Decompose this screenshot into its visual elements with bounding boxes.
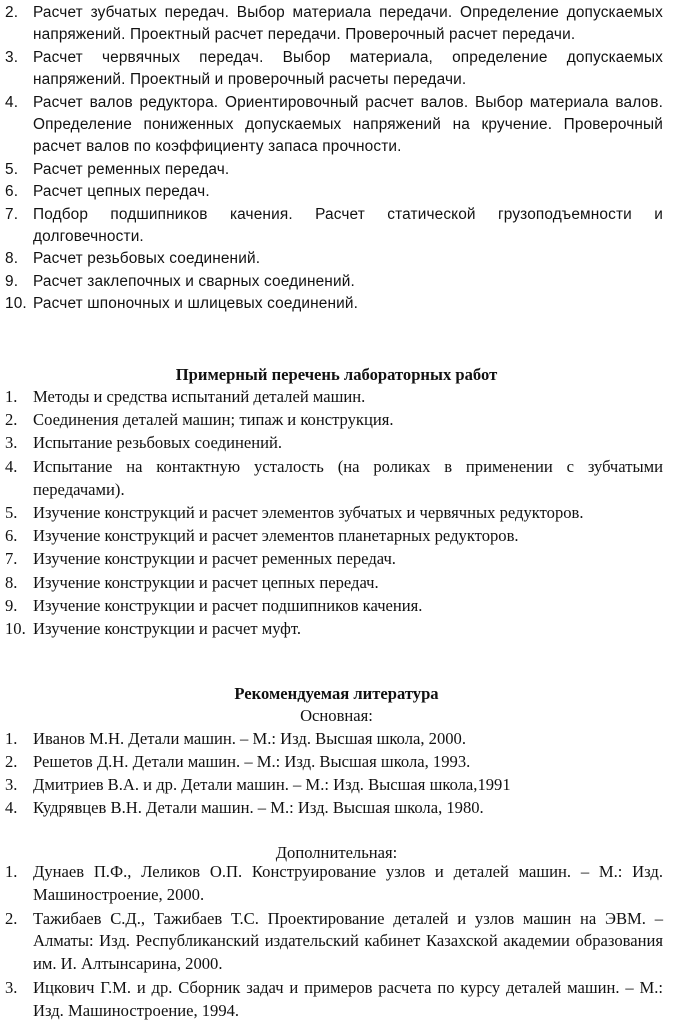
item-number: 3. — [5, 48, 19, 66]
item-number: 4. — [5, 798, 18, 817]
item-number: 1. — [5, 862, 18, 881]
list-item — [0, 594, 673, 617]
item-number: 9. — [5, 272, 19, 290]
list-item — [0, 796, 673, 819]
item-text: Изучение конструкции и расчет подшипников качения. — [33, 595, 423, 615]
additional-literature-heading: Дополнительная: — [275, 843, 398, 862]
list-item — [0, 47, 673, 92]
list-item — [0, 2, 673, 47]
item-number: 7. — [5, 205, 19, 223]
list-item — [0, 159, 673, 181]
item-text: Решетов Д.Н. Детали машин. – М.: Изд. Высшая школа, 1993. — [33, 752, 471, 771]
list-item — [0, 908, 673, 976]
item-number: 5. — [5, 160, 19, 178]
list-item — [0, 248, 673, 270]
item-number: 1. — [5, 729, 18, 748]
list-item — [0, 501, 673, 524]
item-number: 6. — [5, 526, 18, 546]
item-text: Изучение конструкции и расчет ременных передач. — [33, 549, 396, 569]
item-number: 5. — [5, 503, 18, 523]
literature-heading: Рекомендуемая литература — [234, 684, 439, 703]
item-text: Тажибаев С.Д., Тажибаев Т.С. Проектирование деталей и узлов машин на ЭВМ. – Алматы: Изд. Республиканский издательский кабинет Казахской академии образования им. И. Алтынсарина, 2000. — [33, 908, 663, 974]
labs-list — [0, 385, 673, 640]
main-literature-list — [0, 727, 673, 819]
item-number: 6. — [5, 183, 19, 201]
list-item — [0, 92, 673, 159]
item-number: 7. — [5, 549, 18, 569]
item-text: Расчет ременных передач. — [33, 160, 230, 178]
item-text: Подбор подшипников качения. Расчет статической грузоподъемности и долговечности. — [33, 205, 663, 246]
item-number: 1. — [5, 387, 18, 406]
item-number: 2. — [5, 752, 18, 771]
item-text: Методы и средства испытаний деталей машин. — [33, 387, 366, 406]
item-text: Испытание на контактную усталость (на роликах в применении с зубчатыми передачами). — [33, 456, 663, 499]
item-number: 3. — [5, 433, 18, 453]
list-item — [0, 293, 673, 315]
item-text: Расчет зубчатых передач. Выбор материала передачи. Определение допускаемых напряжений. Проектный расчет передачи. Проверочный расчет передачи. — [33, 4, 663, 44]
item-text: Изучение конструкций и расчет элементов зубчатых и червячных редукторов. — [33, 503, 584, 523]
calc-topics-list — [0, 2, 673, 316]
item-text: Иванов М.Н. Детали машин. – М.: Изд. Высшая школа, 2000. — [33, 729, 467, 748]
list-item — [0, 617, 673, 640]
list-item — [0, 181, 673, 203]
item-text: Ицкович Г.М. и др. Сборник задач и примеров расчета по курсу деталей машин. – М.: Изд. Машиностроение, 1994. — [33, 977, 663, 1020]
item-text: Испытание резьбовых соединений. — [33, 433, 282, 453]
item-number: 3. — [5, 775, 18, 794]
main-literature-heading: Основная: — [300, 706, 373, 725]
item-text: Изучение конструкций и расчет элементов планетарных редукторов. — [33, 526, 519, 546]
list-item — [0, 408, 673, 431]
item-number: 2. — [5, 908, 18, 928]
item-number: 10. — [5, 619, 26, 639]
item-number: 2. — [5, 4, 19, 21]
item-number: 9. — [5, 595, 18, 615]
item-number: 8. — [5, 250, 19, 268]
item-number: 10. — [5, 295, 27, 313]
list-item — [0, 547, 673, 570]
list-item — [0, 750, 673, 773]
item-text: Расчет шпоночных и шлицевых соединений. — [33, 295, 359, 313]
labs-heading: Примерный перечень лабораторных работ — [175, 365, 498, 384]
item-text: Расчет валов редуктора. Ориентировочный расчет валов. Выбор материала валов. Определение пониженных допускаемых напряжений на кручение. Проверочный расчет валов по коэффициенту запаса прочности. — [33, 93, 663, 156]
list-item — [0, 727, 673, 750]
item-number: 3. — [5, 977, 18, 997]
list-item — [0, 431, 673, 454]
item-text: Соединения деталей машин; типаж и конструкция. — [33, 410, 394, 430]
item-text: Дунаев П.Ф., Леликов О.П. Конструирование узлов и деталей машин. – М.: Изд. Машиностроение, 2000. — [33, 862, 663, 904]
item-text: Расчет червячных передач. Выбор материала, определение допускаемых напряжений. Проектный и проверочный расчеты передачи. — [33, 48, 663, 89]
additional-literature-list — [0, 861, 673, 1024]
item-text: Кудрявцев В.Н. Детали машин. – М.: Изд. Высшая школа, 1980. — [33, 798, 484, 817]
list-item — [0, 773, 673, 796]
item-text: Расчет резьбовых соединений. — [33, 250, 261, 268]
item-number: 2. — [5, 410, 18, 430]
item-text: Расчет цепных передач. — [33, 183, 210, 201]
item-number: 4. — [5, 456, 18, 476]
list-item — [0, 271, 673, 293]
list-item — [0, 204, 673, 249]
list-item — [0, 385, 673, 408]
list-item — [0, 455, 673, 501]
item-number: 8. — [5, 572, 18, 592]
list-item — [0, 977, 673, 1023]
list-item — [0, 861, 673, 907]
item-text: Изучение конструкции и расчет цепных передач. — [33, 572, 379, 592]
list-item — [0, 571, 673, 594]
item-text: Изучение конструкции и расчет муфт. — [33, 619, 302, 639]
item-number: 4. — [5, 93, 19, 111]
list-item — [0, 524, 673, 547]
item-text: Дмитриев В.А. и др. Детали машин. – М.: Изд. Высшая школа,1991 — [33, 775, 511, 794]
item-text: Расчет заклепочных и сварных соединений. — [33, 272, 355, 290]
